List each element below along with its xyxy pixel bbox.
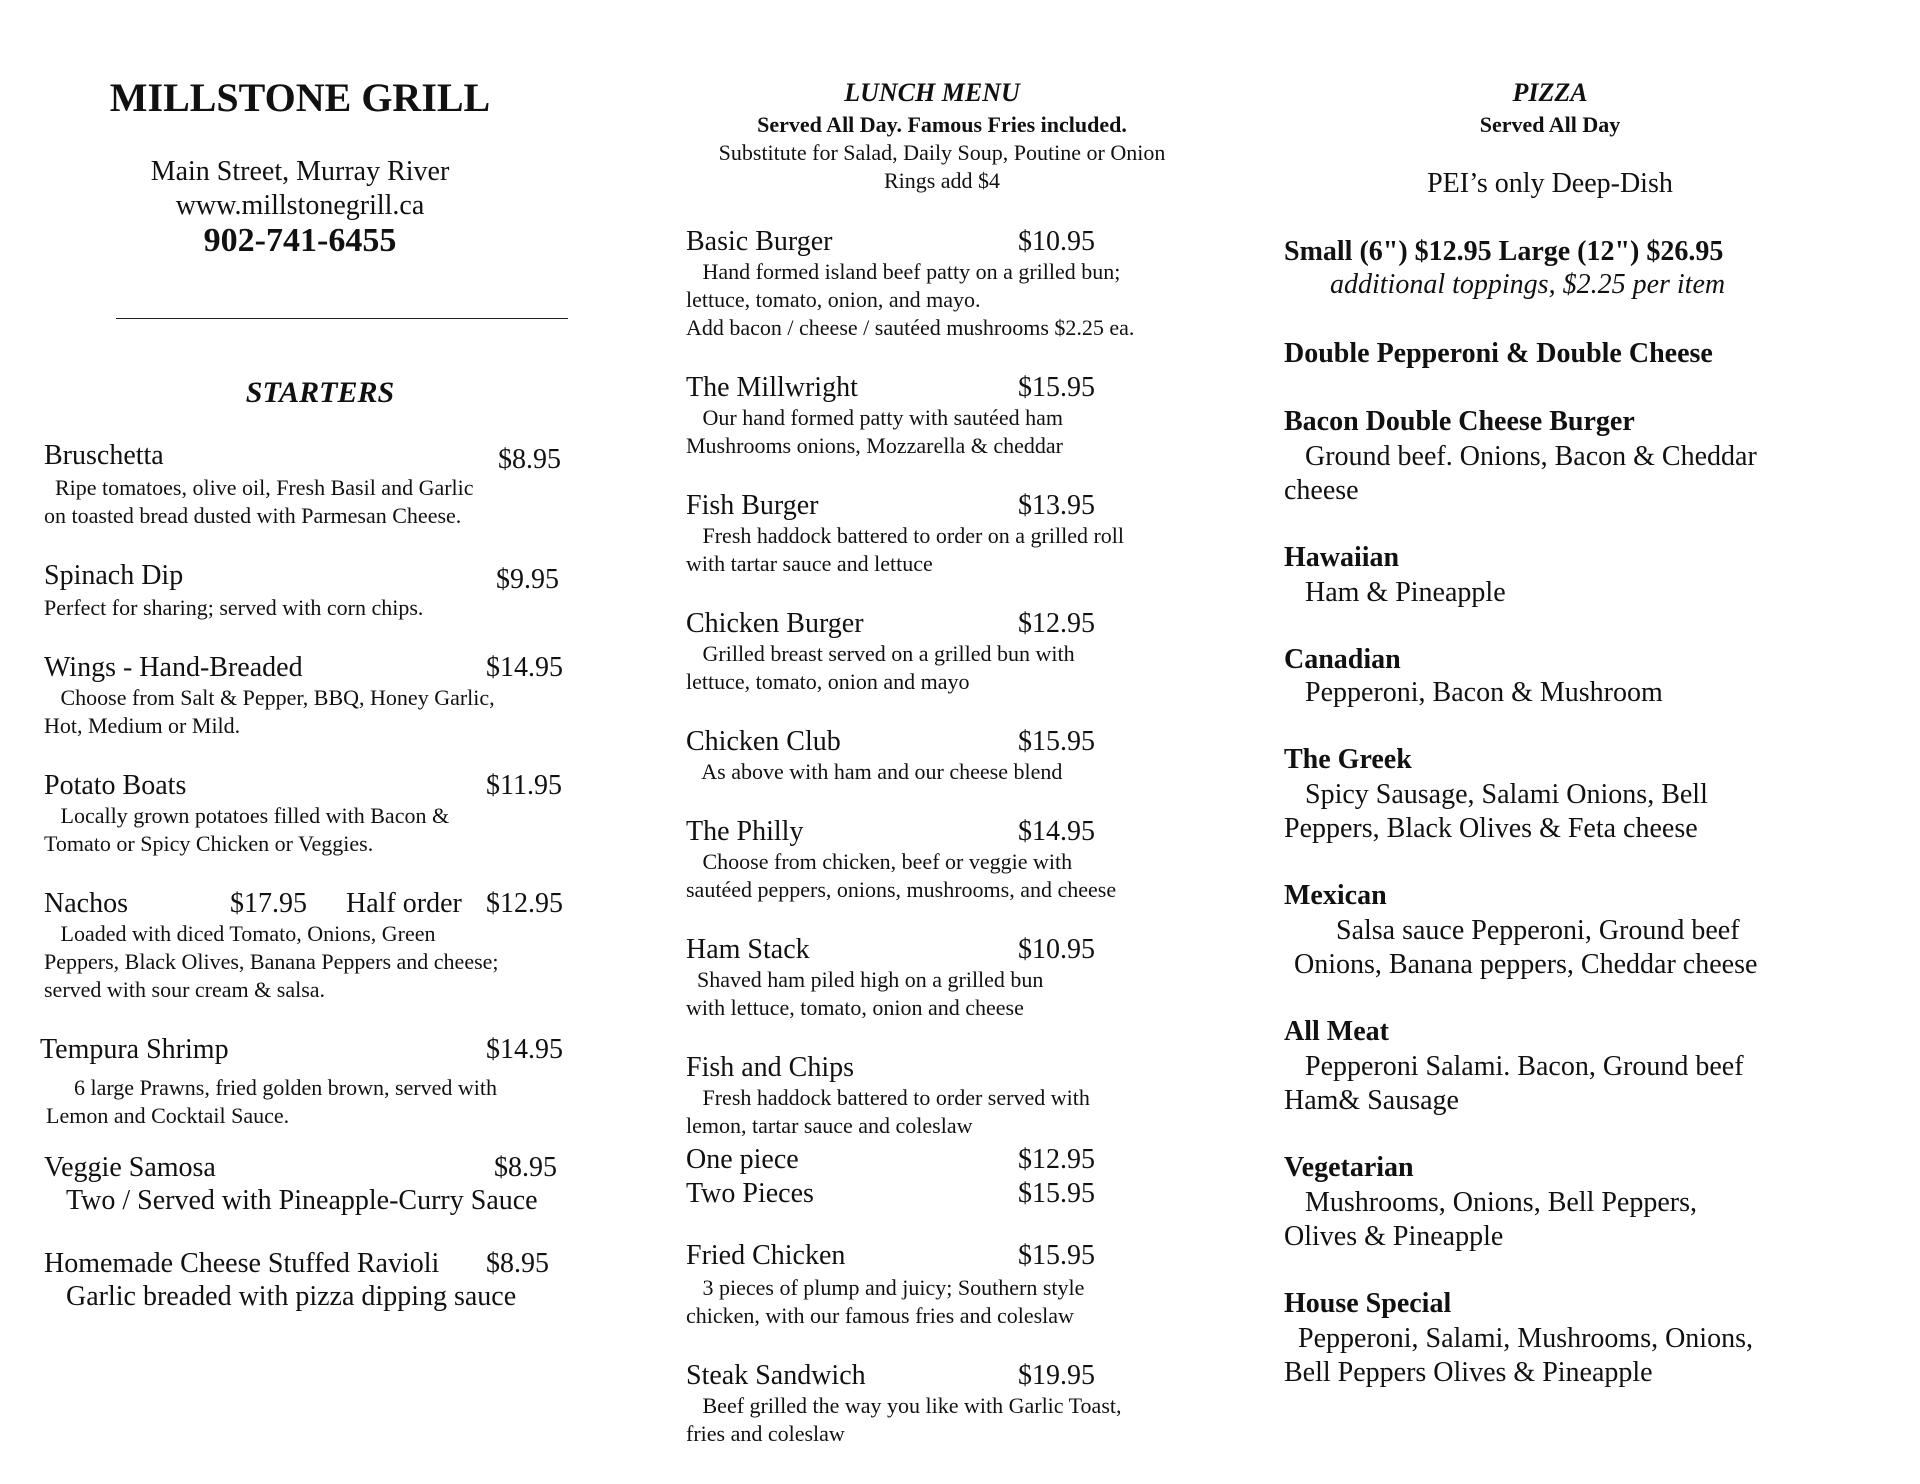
lunch-note: Rings add $4 bbox=[883, 168, 1001, 193]
starter-desc: Lemon and Cocktail Sauce. bbox=[46, 1103, 290, 1128]
lunch-item-desc: Hand formed island beef patty on a grilled bun; bbox=[686, 259, 1121, 284]
restaurant-name: MILLSTONE GRILL bbox=[109, 75, 491, 120]
lunch-item-desc: chicken, with our famous fries and coleslaw bbox=[686, 1303, 1074, 1328]
starter-price: $8.95 bbox=[498, 444, 561, 475]
pizza-name: Double Pepperoni & Double Cheese bbox=[1284, 338, 1713, 369]
starter-name: Bruschetta bbox=[44, 440, 164, 471]
lunch-item-name: Chicken Burger bbox=[686, 608, 864, 639]
half-order-label: Half order bbox=[346, 888, 462, 919]
starter-desc: 6 large Prawns, fried golden brown, served with bbox=[74, 1075, 497, 1100]
pizza-desc: Peppers, Black Olives & Feta cheese bbox=[1284, 813, 1698, 844]
starter-name: Nachos bbox=[44, 888, 128, 919]
starter-price: $8.95 bbox=[486, 1248, 549, 1279]
lunch-item-name: Chicken Club bbox=[686, 726, 841, 757]
portion-price: $15.95 bbox=[1018, 1178, 1095, 1209]
pizza-desc: Ground beef. Onions, Bacon & Cheddar bbox=[1284, 441, 1757, 472]
starter-desc: Loaded with diced Tomato, Onions, Green bbox=[44, 921, 436, 946]
lunch-item-desc: Our hand formed patty with sautéed ham bbox=[686, 405, 1063, 430]
pizza-name: House Special bbox=[1284, 1288, 1452, 1319]
lunch-item-price: $15.95 bbox=[1018, 726, 1095, 757]
starter-name: Wings - Hand-Breaded bbox=[44, 652, 303, 683]
pizza-name: Hawaiian bbox=[1284, 542, 1400, 573]
lunch-item-name: Fried Chicken bbox=[686, 1240, 846, 1271]
starter-desc: Locally grown potatoes filled with Bacon & bbox=[44, 803, 450, 828]
lunch-subtitle: Served All Day. Famous Fries included. bbox=[757, 112, 1127, 137]
starter-desc: Peppers, Black Olives, Banana Peppers and cheese; bbox=[44, 949, 499, 974]
lunch-item-desc: Fresh haddock battered to order served with bbox=[686, 1085, 1090, 1110]
lunch-item-name: The Philly bbox=[686, 816, 804, 847]
lunch-item-desc: lemon, tartar sauce and coleslaw bbox=[686, 1113, 973, 1138]
lunch-item-desc: Shaved ham piled high on a grilled bun bbox=[686, 967, 1044, 992]
lunch-item-price: $12.95 bbox=[1018, 608, 1095, 639]
pizza-desc: Bell Peppers Olives & Pineapple bbox=[1284, 1357, 1653, 1388]
lunch-item-price: $10.95 bbox=[1018, 934, 1095, 965]
lunch-item-desc: lettuce, tomato, onion, and mayo. bbox=[686, 287, 981, 312]
pizza-name: Vegetarian bbox=[1284, 1152, 1414, 1183]
pizza-desc: Ham& Sausage bbox=[1284, 1085, 1459, 1116]
starter-desc: Hot, Medium or Mild. bbox=[44, 713, 241, 738]
lunch-heading: LUNCH MENU bbox=[844, 78, 1020, 107]
lunch-item-price: $15.95 bbox=[1018, 372, 1095, 403]
lunch-item-name: Ham Stack bbox=[686, 934, 810, 965]
address: Main Street, Murray River bbox=[150, 156, 450, 187]
starter-price: $8.95 bbox=[494, 1152, 557, 1183]
starter-name: Veggie Samosa bbox=[44, 1152, 216, 1183]
lunch-note: Substitute for Salad, Daily Soup, Poutine or Onion bbox=[718, 140, 1166, 165]
phone-number[interactable]: 902-741-6455 bbox=[203, 222, 397, 259]
lunch-item-desc: Add bacon / cheese / sautéed mushrooms $2.25 ea. bbox=[686, 315, 1135, 340]
lunch-item-desc: Beef grilled the way you like with Garlic Toast, bbox=[686, 1393, 1122, 1418]
pizza-heading: PIZZA bbox=[1512, 78, 1588, 107]
pizza-desc: Pepperoni, Salami, Mushrooms, Onions, bbox=[1284, 1323, 1753, 1354]
lunch-item-desc: with tartar sauce and lettuce bbox=[686, 551, 933, 576]
pizza-name: Canadian bbox=[1284, 644, 1401, 675]
pizza-desc: Mushrooms, Onions, Bell Peppers, bbox=[1284, 1187, 1697, 1218]
pizza-desc: Pepperoni Salami. Bacon, Ground beef bbox=[1284, 1051, 1744, 1082]
starter-desc: Perfect for sharing; served with corn chips. bbox=[44, 595, 424, 620]
pizza-name: Bacon Double Cheese Burger bbox=[1284, 406, 1635, 437]
starter-desc: Choose from Salt & Pepper, BBQ, Honey Garlic, bbox=[44, 685, 495, 710]
pizza-desc: Spicy Sausage, Salami Onions, Bell bbox=[1284, 779, 1708, 810]
lunch-item-desc: sautéed peppers, onions, mushrooms, and cheese bbox=[686, 877, 1117, 902]
starter-price: $11.95 bbox=[486, 770, 562, 801]
starter-desc: Two / Served with Pineapple-Curry Sauce bbox=[66, 1185, 538, 1216]
lunch-item-name: Basic Burger bbox=[686, 226, 833, 257]
starter-desc: on toasted bread dusted with Parmesan Cheese. bbox=[44, 503, 462, 528]
lunch-item-desc: lettuce, tomato, onion and mayo bbox=[686, 669, 970, 694]
portion-price: $12.95 bbox=[1018, 1144, 1095, 1175]
starter-desc: Tomato or Spicy Chicken or Veggies. bbox=[44, 831, 374, 856]
lunch-item-desc: As above with ham and our cheese blend bbox=[686, 759, 1063, 784]
starter-desc: Garlic breaded with pizza dipping sauce bbox=[66, 1281, 517, 1312]
pizza-desc: Pepperoni, Bacon & Mushroom bbox=[1284, 677, 1663, 708]
pizza-sizes: Small (6") $12.95 Large (12") $26.95 bbox=[1284, 236, 1724, 267]
lunch-item-name: Fish and Chips bbox=[686, 1052, 855, 1083]
starter-name: Homemade Cheese Stuffed Ravioli bbox=[44, 1248, 440, 1279]
starter-price: $17.95 bbox=[230, 888, 307, 919]
pizza-desc: cheese bbox=[1284, 475, 1359, 506]
portion-label: One piece bbox=[686, 1144, 799, 1175]
starters-heading: STARTERS bbox=[245, 376, 395, 409]
lunch-item-desc: Mushrooms onions, Mozzarella & cheddar bbox=[686, 433, 1063, 458]
pizza-desc: Salsa sauce Pepperoni, Ground beef bbox=[1336, 915, 1740, 946]
website-link[interactable]: www.millstonegrill.ca bbox=[175, 190, 425, 221]
lunch-item-desc: Grilled breast served on a grilled bun with bbox=[686, 641, 1075, 666]
starter-desc: Ripe tomatoes, olive oil, Fresh Basil and Garlic bbox=[44, 475, 474, 500]
lunch-item-desc: with lettuce, tomato, onion and cheese bbox=[686, 995, 1024, 1020]
starter-price: $9.95 bbox=[496, 564, 559, 595]
half-order-price: $12.95 bbox=[486, 888, 563, 919]
lunch-item-desc: 3 pieces of plump and juicy; Southern style bbox=[686, 1275, 1085, 1300]
lunch-item-desc: Fresh haddock battered to order on a grilled roll bbox=[686, 523, 1125, 548]
pizza-desc: Ham & Pineapple bbox=[1284, 577, 1506, 608]
pizza-tagline: PEI’s only Deep-Dish bbox=[1427, 168, 1673, 199]
starter-name: Tempura Shrimp bbox=[40, 1034, 229, 1065]
starter-name: Potato Boats bbox=[44, 770, 187, 801]
pizza-toppings-note: additional toppings, $2.25 per item bbox=[1330, 269, 1726, 300]
starter-price: $14.95 bbox=[486, 1034, 563, 1065]
lunch-item-name: Steak Sandwich bbox=[686, 1360, 866, 1391]
pizza-name: The Greek bbox=[1284, 744, 1412, 775]
lunch-item-price: $10.95 bbox=[1018, 226, 1095, 257]
lunch-item-desc: Choose from chicken, beef or veggie with bbox=[686, 849, 1073, 874]
pizza-desc: Olives & Pineapple bbox=[1284, 1221, 1504, 1252]
lunch-item-price: $13.95 bbox=[1018, 490, 1095, 521]
lunch-item-price: $15.95 bbox=[1018, 1240, 1095, 1271]
lunch-item-name: Fish Burger bbox=[686, 490, 819, 521]
portion-label: Two Pieces bbox=[686, 1178, 814, 1209]
starter-price: $14.95 bbox=[486, 652, 563, 683]
starter-name: Spinach Dip bbox=[44, 560, 184, 591]
starter-desc: served with sour cream & salsa. bbox=[44, 977, 326, 1002]
pizza-desc: Onions, Banana peppers, Cheddar cheese bbox=[1294, 949, 1758, 980]
lunch-item-name: The Millwright bbox=[686, 372, 858, 403]
pizza-name: All Meat bbox=[1284, 1016, 1389, 1047]
lunch-item-price: $19.95 bbox=[1018, 1360, 1095, 1391]
lunch-item-desc: fries and coleslaw bbox=[686, 1421, 845, 1446]
header-divider bbox=[116, 318, 568, 319]
pizza-name: Mexican bbox=[1284, 880, 1387, 911]
lunch-item-price: $14.95 bbox=[1018, 816, 1095, 847]
pizza-subtitle: Served All Day bbox=[1479, 112, 1621, 137]
